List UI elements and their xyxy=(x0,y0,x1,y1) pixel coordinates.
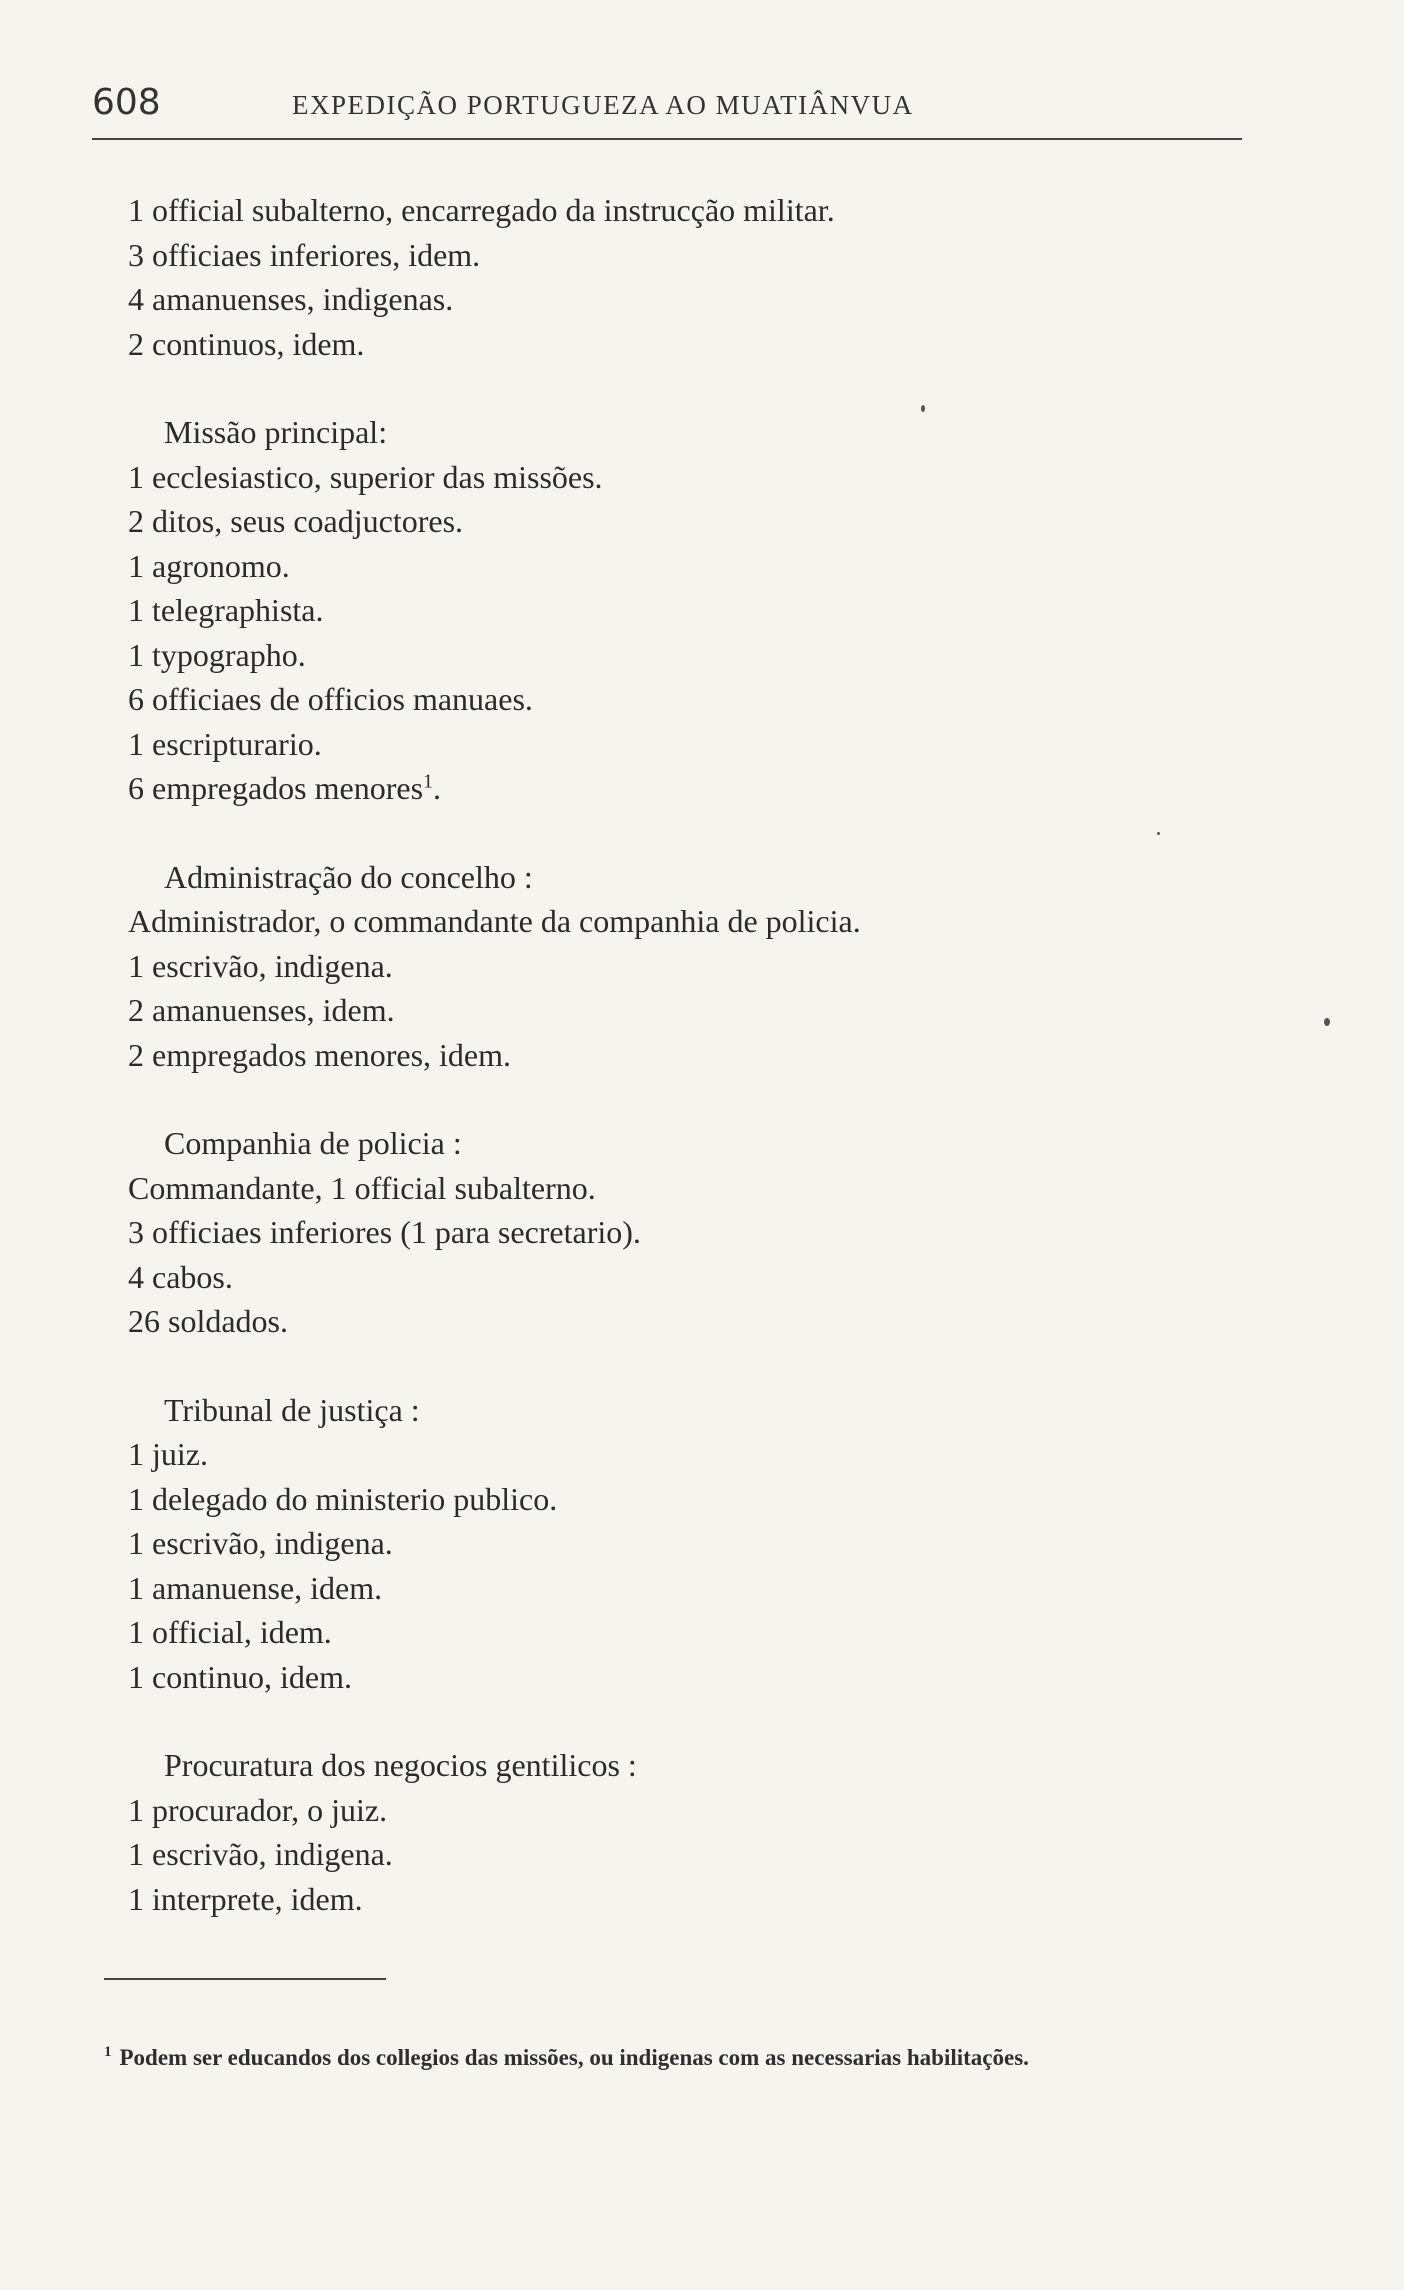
section-heading: Procuratura dos negocios gentilicos : xyxy=(164,1747,637,1783)
page-body xyxy=(128,188,1248,1965)
section-heading: Tribunal de justiça : xyxy=(164,1391,420,1428)
print-speck xyxy=(1324,1018,1330,1026)
list-item: 1 typographo. xyxy=(128,636,306,673)
list-item: 1 ecclesiastico, superior das missões. xyxy=(128,458,603,495)
section-heading: Missão principal: xyxy=(164,414,388,450)
section-administracao-concelho xyxy=(128,855,1248,1078)
intro-list xyxy=(128,188,1248,366)
page-number: 608 xyxy=(92,82,161,123)
list-item: 1 delegado do ministerio publico. xyxy=(128,1480,558,1517)
list-item: 1 interprete, idem. xyxy=(128,1880,363,1917)
footnote-text: Podem ser educandos dos collegios das missões, ou indigenas com as necessarias habilitações. xyxy=(119,2045,1029,2070)
list-item: 26 soldados. xyxy=(128,1303,288,1339)
list-item: 1 escrivão, indigena. xyxy=(128,947,393,984)
list-item: 1 agronomo. xyxy=(128,547,290,584)
list-item: 2 empregados menores, idem. xyxy=(128,1036,511,1073)
section-companhia-policia xyxy=(128,1121,1248,1344)
list-item-end: . xyxy=(433,770,442,806)
footnote-rule xyxy=(104,1978,386,1980)
list-item: 1 telegraphista. xyxy=(128,592,324,628)
list-item-text: 6 empregados menores xyxy=(128,770,424,806)
list-item: 1 juiz. xyxy=(128,1436,208,1472)
list-item: 2 ditos, seus coadjuctores. xyxy=(128,503,464,539)
list-item: 4 cabos. xyxy=(128,1258,233,1295)
footnote xyxy=(104,2040,1254,2076)
list-item: 1 official subalterno, encarregado da instrucção militar. xyxy=(128,192,835,228)
footnote-mark: 1 xyxy=(104,2044,112,2061)
list-item: 6 officiaes de officios manuaes. xyxy=(128,681,533,717)
print-speck xyxy=(1157,832,1160,835)
list-item: 2 amanuenses, idem. xyxy=(128,992,395,1028)
header-rule xyxy=(92,138,1242,140)
list-item: 1 procurador, o juiz. xyxy=(128,1791,388,1828)
list-item: 1 escrivão, indigena. xyxy=(128,1525,393,1561)
section-missao-principal xyxy=(128,410,1248,811)
section-tribunal-justica xyxy=(128,1388,1248,1700)
footnote-reference: 1 xyxy=(423,770,434,793)
list-item: 1 continuo, idem. xyxy=(128,1658,352,1695)
print-speck xyxy=(921,405,925,412)
section-heading: Companhia de policia : xyxy=(164,1125,462,1161)
list-item: Administrador, o commandante da companhia de policia. xyxy=(128,903,861,939)
list-item: 1 escrivão, indigena. xyxy=(128,1836,393,1872)
list-item: 2 continuos, idem. xyxy=(128,325,365,362)
list-item: 3 officiaes inferiores (1 para secretario). xyxy=(128,1214,641,1250)
list-item: 1 escripturario. xyxy=(128,725,322,762)
list-item: 3 officiaes inferiores, idem. xyxy=(128,236,481,273)
section-procuratura xyxy=(128,1743,1248,1921)
list-item: 1 amanuense, idem. xyxy=(128,1569,383,1606)
section-heading: Administração do concelho : xyxy=(164,858,533,895)
list-item: 4 amanuenses, indigenas. xyxy=(128,281,454,317)
list-item: Commandante, 1 official subalterno. xyxy=(128,1169,596,1206)
running-title: EXPEDIÇÃO PORTUGUEZA AO MUATIÂNVUA xyxy=(292,90,914,120)
list-item-footnoted xyxy=(128,766,1248,811)
list-item: 1 official, idem. xyxy=(128,1614,332,1650)
